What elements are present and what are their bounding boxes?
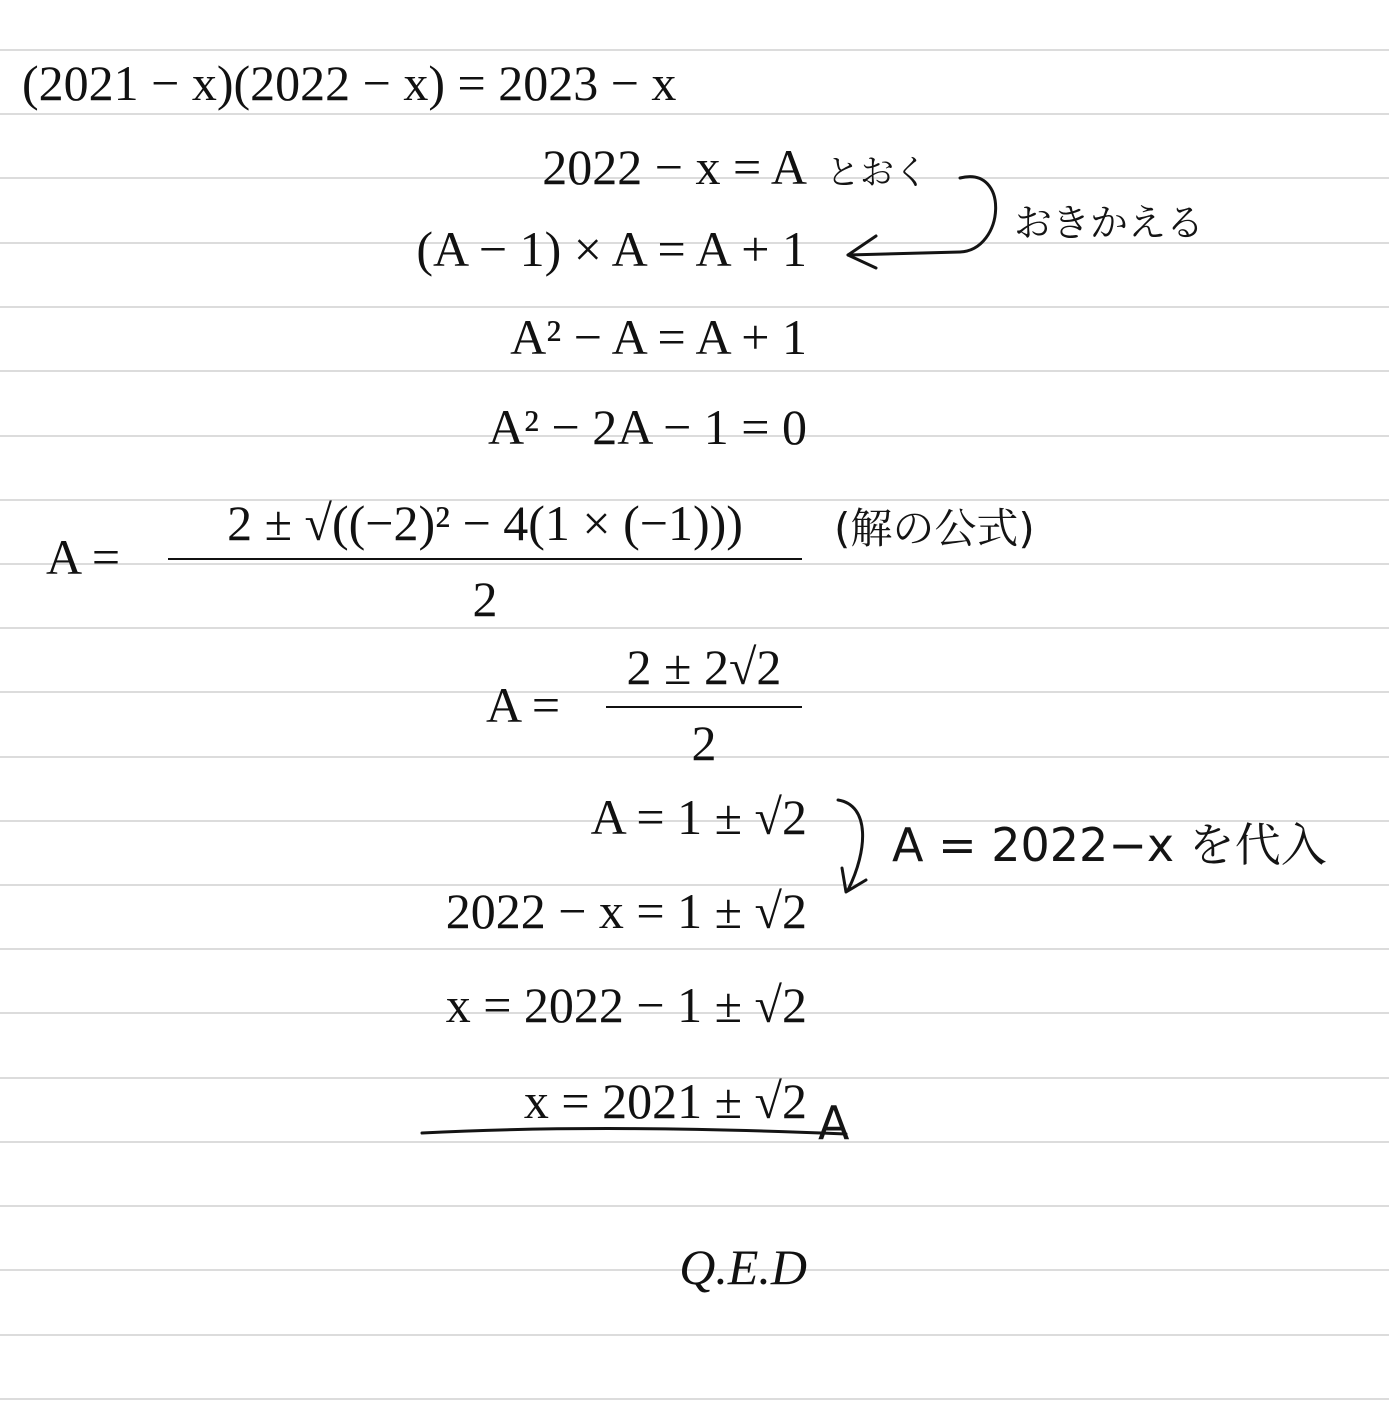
equation-substitution-def: 2022 − x = A <box>542 139 807 195</box>
equation-back-substituted: 2022 − x = 1 ± √2 <box>445 883 807 939</box>
equation-solve-x: x = 2022 − 1 ± √2 <box>445 977 807 1033</box>
fraction1-numerator: 2 ± √((−2)² − 4(1 × (−1))) <box>227 495 743 551</box>
fraction2-denominator: 2 <box>691 715 717 771</box>
fraction1-denominator: 2 <box>472 571 498 627</box>
note-replace: おきかえる <box>1014 201 1205 245</box>
fraction1-bar <box>168 558 802 560</box>
equation-quadratic: A² − 2A − 1 = 0 <box>487 399 807 455</box>
note-set-as: とおく <box>826 153 928 193</box>
answer-mark: A <box>818 1096 850 1150</box>
fraction2-lhs: A = <box>486 677 561 733</box>
fraction2-bar <box>606 706 802 708</box>
fraction1-lhs: A = <box>46 529 121 585</box>
note-quadratic-formula: (解の公式) <box>834 504 1035 553</box>
note-substitute: A = 2022−x を代入 <box>892 818 1327 872</box>
equation-rewritten: (A − 1) × A = A + 1 <box>416 221 807 277</box>
equation-simplified: A = 1 ± √2 <box>590 789 807 845</box>
equation-expanded: A² − A = A + 1 <box>510 309 807 365</box>
fraction2-numerator: 2 ± 2√2 <box>626 639 782 695</box>
equation-final-answer: x = 2021 ± √2 <box>523 1073 807 1129</box>
qed-mark: Q.E.D <box>679 1239 807 1295</box>
equation-original: (2021 − x)(2022 − x) = 2023 − x <box>22 55 677 111</box>
